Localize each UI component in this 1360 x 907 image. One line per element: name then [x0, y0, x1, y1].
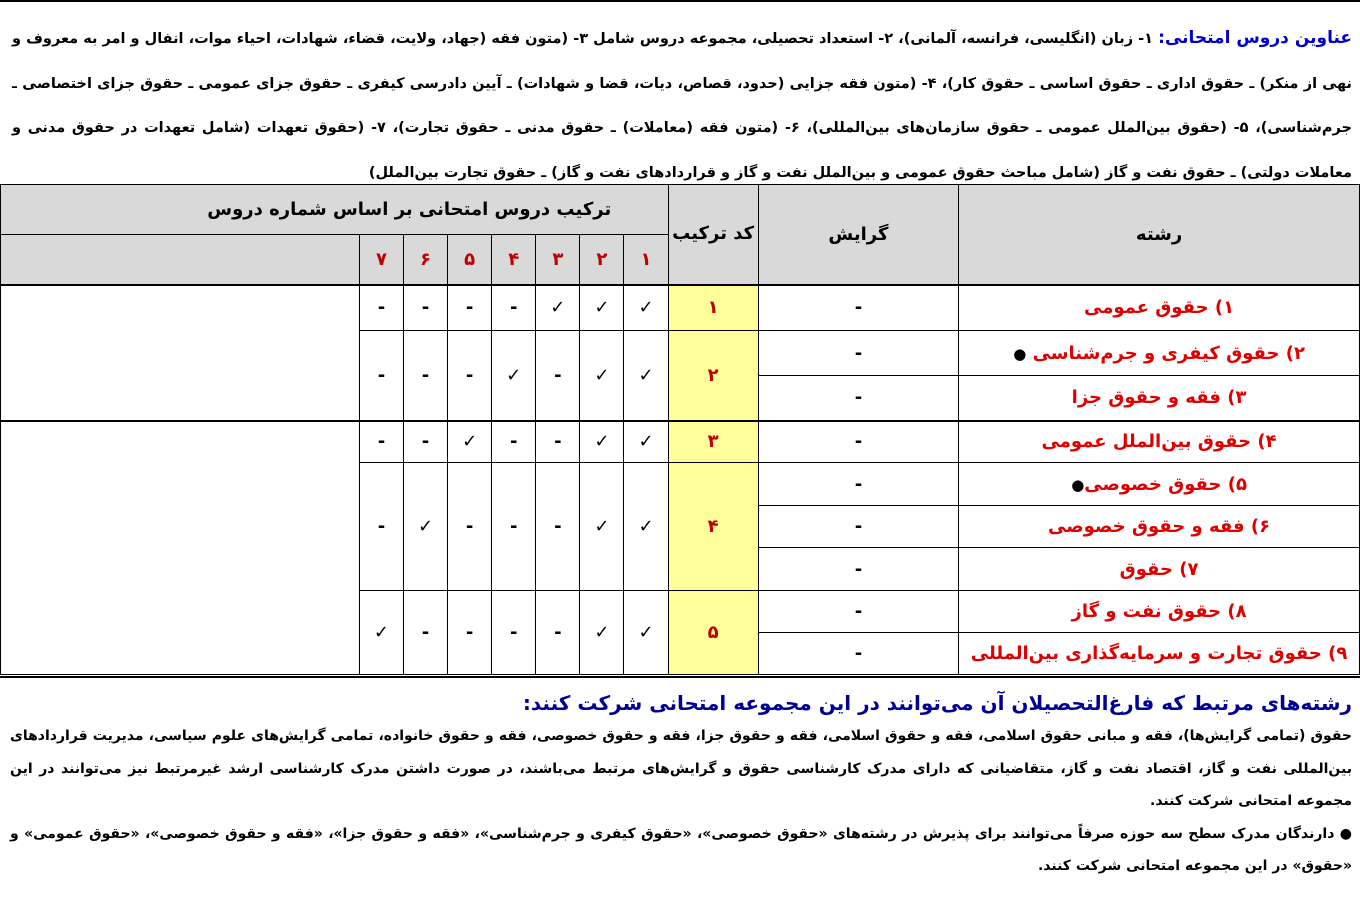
specialization-cell: -	[758, 633, 958, 675]
table-row	[1, 285, 1360, 331]
course-mark: ✓	[580, 591, 624, 675]
field-name: ۴) حقوق بین‌الملل عمومی	[959, 421, 1360, 463]
course-mark: -	[448, 285, 492, 331]
specialization-cell: -	[758, 591, 958, 633]
course-number-7: ۷	[359, 235, 403, 285]
field-name: ۳) فقه و حقوق جزا	[959, 376, 1360, 421]
course-mark: ✓	[403, 463, 447, 591]
specialization-cell: -	[758, 376, 958, 421]
specialization-cell: -	[758, 331, 958, 376]
course-mark: -	[403, 331, 447, 421]
combination-code: ۳	[668, 421, 758, 463]
course-mark: -	[536, 331, 580, 421]
course-number-1: ۱	[624, 235, 668, 285]
course-mark: -	[359, 421, 403, 463]
course-number-5: ۵	[448, 235, 492, 285]
course-number-4: ۴	[492, 235, 536, 285]
course-mark: -	[448, 591, 492, 675]
course-mark: ✓	[448, 421, 492, 463]
course-mark: ✓	[580, 463, 624, 591]
field-name: ۷) حقوق	[959, 548, 1360, 591]
course-mark: -	[492, 285, 536, 331]
course-mark: -	[359, 285, 403, 331]
field-name: ۸) حقوق نفت و گاز	[959, 591, 1360, 633]
course-mark: -	[359, 331, 403, 421]
course-mark: ✓	[624, 591, 668, 675]
combination-code: ۵	[668, 591, 758, 675]
field-name: ۲) حقوق کیفری و جرم‌شناسی ●	[959, 331, 1360, 376]
course-mark: -	[492, 421, 536, 463]
course-mark: -	[359, 463, 403, 591]
related-fields-section	[0, 676, 1360, 907]
exam-subjects-paragraph	[0, 0, 1360, 184]
combination-code: ۲	[668, 331, 758, 421]
related-fields-title: رشته‌های مرتبط که فارغ‌التحصیلان آن می‌توانند در این مجموعه امتحانی شرکت کنند:	[522, 691, 1352, 715]
exam-composition-table	[0, 184, 1360, 675]
blank-cell	[1, 285, 360, 421]
course-mark: -	[536, 591, 580, 675]
course-mark: -	[403, 421, 447, 463]
header-field: رشته	[959, 185, 1360, 285]
course-mark: -	[403, 285, 447, 331]
bullet-dot-icon: ●	[1071, 475, 1085, 494]
table-row	[1, 421, 1360, 463]
course-mark: -	[536, 421, 580, 463]
course-mark: -	[448, 331, 492, 421]
bullet-dot-icon: ●	[1013, 344, 1027, 363]
field-name: ۵) حقوق خصوصی●	[959, 463, 1360, 506]
specialization-cell: -	[758, 421, 958, 463]
course-mark: -	[492, 591, 536, 675]
combination-code: ۱	[668, 285, 758, 331]
header-empty-cell	[1, 235, 360, 285]
course-mark: ✓	[580, 331, 624, 421]
field-name: ۶) فقه و حقوق خصوصی	[959, 506, 1360, 548]
course-mark: -	[403, 591, 447, 675]
course-mark: ✓	[580, 421, 624, 463]
blank-cell	[1, 421, 360, 675]
course-mark: -	[448, 463, 492, 591]
course-mark: ✓	[624, 285, 668, 331]
specialization-cell: -	[758, 285, 958, 331]
specialization-cell: -	[758, 506, 958, 548]
course-mark: ✓	[492, 331, 536, 421]
header-specialization: گرایش	[758, 185, 958, 285]
course-mark: -	[492, 463, 536, 591]
header-combination-code: کد ترکیب	[668, 185, 758, 285]
header-course-composition: ترکیب دروس امتحانی بر اساس شماره دروس	[1, 185, 669, 235]
related-fields-paragraph: حقوق (تمامی گرایش‌ها)، فقه و مبانی حقوق اسلامی، فقه و حقوق اسلامی، فقه و حقوق جزا، فقه و حقوق خصوصی، فقه و حقوق خانواده، تمامی گرایش‌های علوم سیاسی، مدیریت قراردادهای بین‌المللی نفت و گاز، اقتصاد نفت و گاز، متقاضیانی که دارای مدرک کارشناسی حقوق و گرایش‌های مرتبط می‌باشند، در صورت داشتن مدرک کارشناسی ارشد غیرمرتبط نیز می‌توانند در این مجموعه امتحانی شرکت کنند.	[10, 728, 1352, 809]
course-mark: ✓	[359, 591, 403, 675]
specialization-cell: -	[758, 463, 958, 506]
exam-subjects-text: ۱- زبان (انگلیسی، فرانسه، آلمانی)، ۲- استعداد تحصیلی، مجموعه دروس شامل ۳- (متون فقه (جهاد، ولایت، قضاء، شهادات، احیاء موات، انفال و امر به معروف و نهی از منکر) ـ حقوق اداری ـ حقوق اساسی ـ حقوق کار)، ۴- (متون فقه جزایی (حدود، قصاص، دیات، قضا و شهادات) ـ آیین دادرسی کیفری ـ حقوق جزای عمومی ـ حقوق جزای اختصاصی ـ جرم‌شناسی)، ۵- (حقوق بین‌الملل عمومی ـ حقوق سازمان‌های بین‌المللی)، ۶- (متون فقه (معاملات) ـ حقوق مدنی ـ حقوق تجارت)، ۷- (حقوق تعهدات (شامل تعهدات در حقوق مدنی و معاملات دولتی) ـ حقوق نفت و گاز (شامل مباحث حقوق عمومی و بین‌الملل نفت و گاز و قراردادهای نفت و گاز) ـ حقوق تجارت بین‌الملل)	[12, 31, 1352, 181]
course-number-3: ۳	[536, 235, 580, 285]
combination-code: ۴	[668, 463, 758, 591]
course-number-6: ۶	[403, 235, 447, 285]
seminary-note-paragraph: ● دارندگان مدرک سطح سه حوزه صرفاً می‌توانند برای پذیرش در رشته‌های «حقوق خصوصی»، «حقوق کیفری و جرم‌شناسی»، «فقه و حقوق جزا»، «فقه و حقوق خصوصی»، «حقوق عمومی» و «حقوق» در این مجموعه امتحانی شرکت کنند.	[10, 825, 1352, 874]
course-mark: ✓	[624, 463, 668, 591]
specialization-cell: -	[758, 548, 958, 591]
course-number-2: ۲	[580, 235, 624, 285]
course-mark: ✓	[536, 285, 580, 331]
field-name: ۹) حقوق تجارت و سرمایه‌گذاری بین‌المللی	[959, 633, 1360, 675]
field-name: ۱) حقوق عمومی	[959, 285, 1360, 331]
course-mark: -	[536, 463, 580, 591]
course-mark: ✓	[624, 421, 668, 463]
course-mark: ✓	[580, 285, 624, 331]
course-mark: ✓	[624, 331, 668, 421]
exam-subjects-title: عناوین دروس امتحانی:	[1158, 28, 1353, 48]
